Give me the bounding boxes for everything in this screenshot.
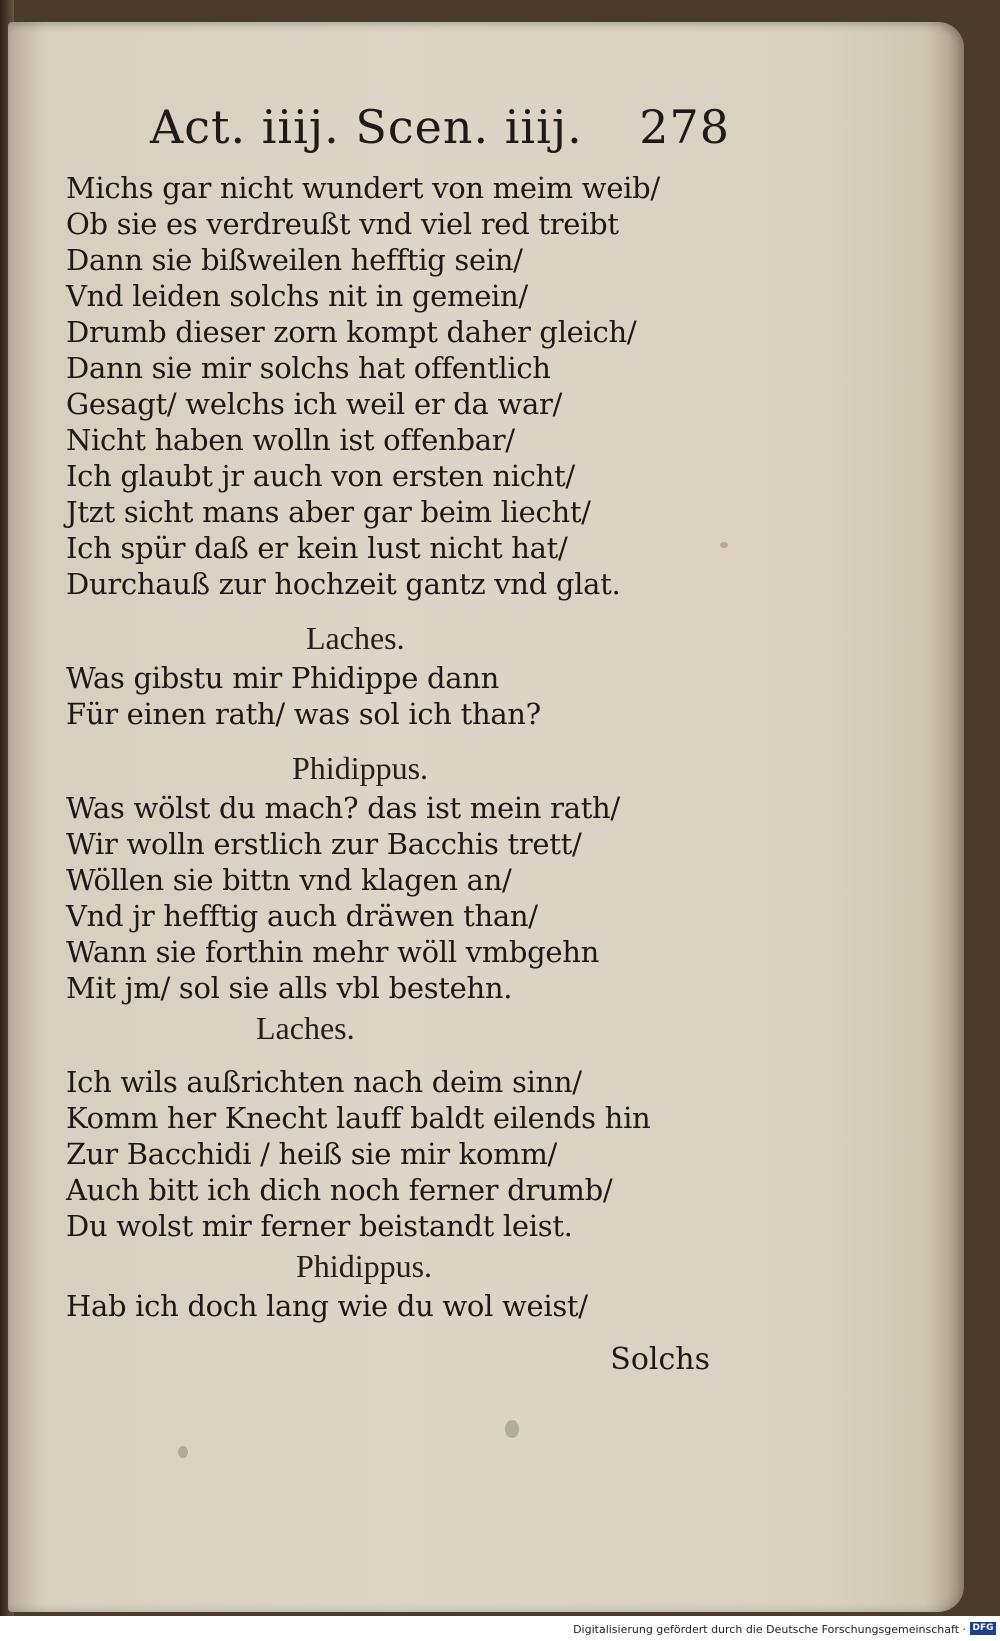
verse-block-4: [66, 1064, 826, 1244]
verse-line: Wir wolln erstlich zur Bacchis trett/: [66, 827, 582, 861]
verse-line: Nicht haben wolln ist offenbar/: [66, 423, 515, 457]
running-title: Act. iiij. Scen. iiij.: [150, 100, 583, 154]
dfg-logo: DFG: [970, 1622, 996, 1635]
verse-line: Jtzt sicht mans aber gar beim liecht/: [66, 495, 591, 529]
verse-line: Ich spür daß er kein lust nicht hat/: [66, 531, 568, 565]
verse-block-1: [66, 170, 826, 602]
verse-line: Mit jm/ sol sie alls vbl bestehn.: [66, 971, 513, 1005]
verse-line: Ob sie es verdreußt vnd viel red treibt: [66, 207, 619, 241]
speaker-name: Phidippus.: [296, 1248, 433, 1284]
verse-line: Wöllen sie bittn vnd klagen an/: [66, 863, 512, 897]
verse-line: Was gibstu mir Phidippe dann: [66, 661, 499, 695]
verse-block-2: [66, 660, 826, 732]
ink-stain: [178, 1446, 188, 1458]
page-number: 278: [639, 100, 730, 154]
verse-line: Zur Bacchidi / heiß sie mir komm/: [66, 1137, 557, 1171]
verse-line: Dann sie mir solchs hat offentlich: [66, 351, 551, 385]
verse-line: Ich wils außrichten nach deim sinn/: [66, 1065, 582, 1099]
ink-stain: [505, 1420, 519, 1438]
speaker-name: Laches.: [256, 1010, 355, 1046]
digitization-credit: Digitalisierung gefördert durch die Deutsche Forschungsgemeinschaft ·: [573, 1623, 966, 1636]
verse-line: Du wolst mir ferner beistandt leist.: [66, 1209, 573, 1243]
verse-line: Drumb dieser zorn kompt daher gleich/: [66, 315, 637, 349]
verse-line: Vnd leiden solchs nit in gemein/: [66, 279, 528, 313]
verse-line: Für einen rath/ was sol ich than?: [66, 697, 541, 731]
verse-line: Wann sie forthin mehr wöll vmbgehn: [66, 935, 600, 969]
verse-line: Was wölst du mach? das ist mein rath/: [66, 791, 620, 825]
verse-line: Dann sie bißweilen hefftig sein/: [66, 243, 523, 277]
speaker-name: Phidippus.: [292, 750, 429, 786]
verse-line: Hab ich doch lang wie du wol weist/: [66, 1289, 588, 1323]
verse-text: [66, 170, 826, 1324]
speaker-name: Laches.: [306, 620, 405, 656]
verse-line: Ich glaubt jr auch von ersten nicht/: [66, 459, 575, 493]
verse-line: Gesagt/ welchs ich weil er da war/: [66, 387, 563, 421]
verse-line: Auch bitt ich dich noch ferner drumb/: [66, 1173, 613, 1207]
catchword: Solchs: [610, 1342, 710, 1377]
verse-line: Durchauß zur hochzeit gantz vnd glat.: [66, 567, 621, 601]
verse-line: Vnd jr hefftig auch dräwen than/: [66, 899, 538, 933]
verse-line: Komm her Knecht lauff baldt eilends hin: [66, 1101, 651, 1135]
verse-block-3: [66, 790, 826, 1006]
verse-block-5: [66, 1288, 826, 1324]
running-head: [150, 100, 730, 160]
verse-line: Michs gar nicht wundert von meim weib/: [66, 171, 660, 205]
